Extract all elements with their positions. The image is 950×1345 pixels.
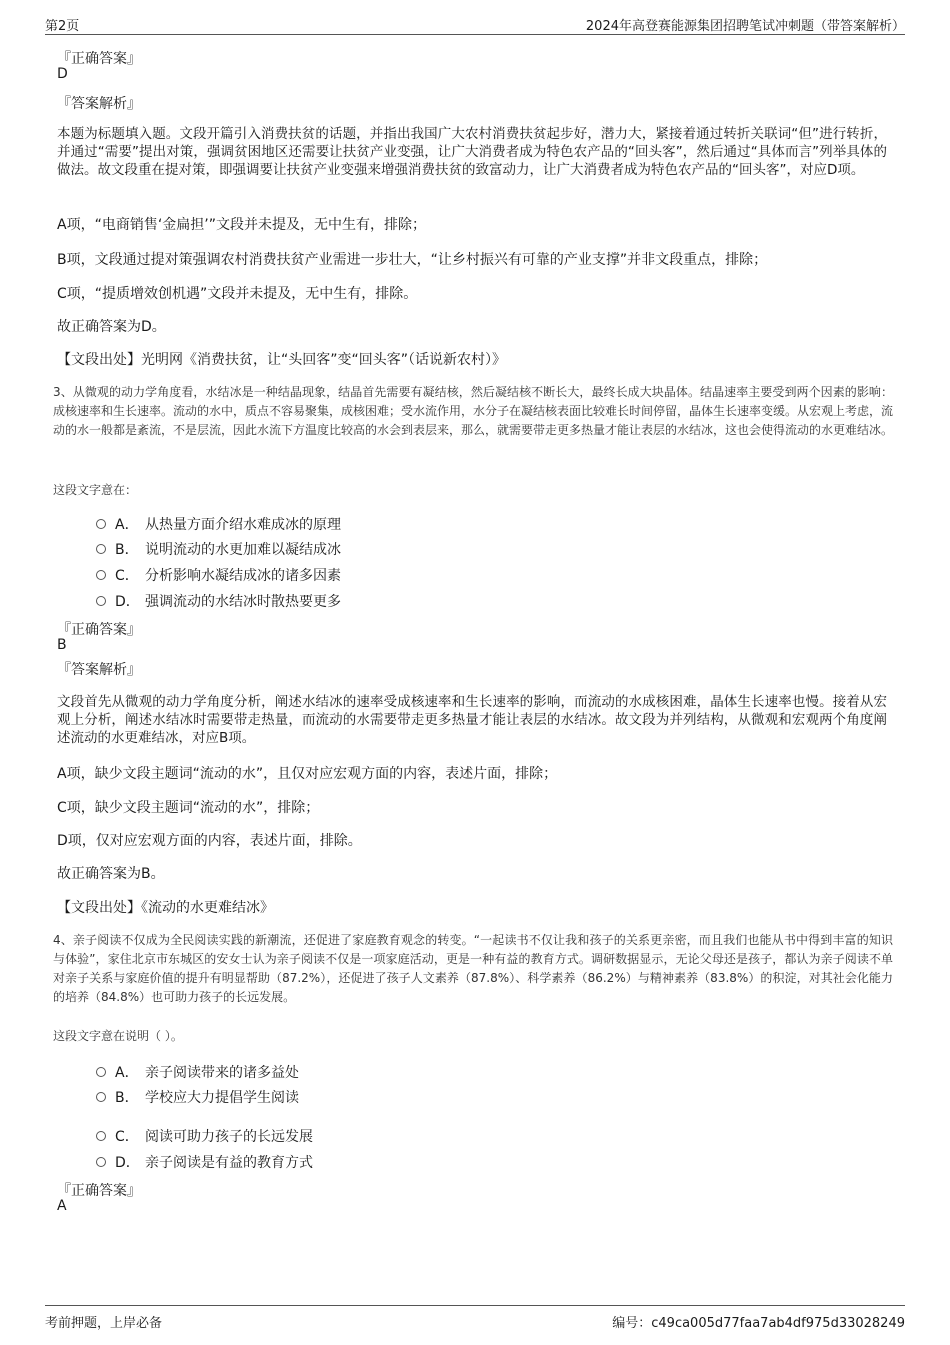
footer-slogan: 考前押题，上岸必备	[45, 1316, 163, 1331]
radio-icon[interactable]	[96, 1131, 106, 1141]
radio-icon[interactable]	[96, 1067, 106, 1077]
q4-option-c[interactable]: C． 阅读可助力孩子的长远发展	[96, 1126, 313, 1146]
q4-option-a[interactable]: A． 亲子阅读带来的诸多益处	[96, 1062, 299, 1082]
q3-option-d-analysis: D项，仅对应宏观方面的内容，表述片面，排除。	[57, 833, 362, 849]
radio-icon[interactable]	[96, 596, 106, 606]
q3-option-b[interactable]: B． 说明流动的水更加难以凝结成冰	[96, 539, 341, 559]
q4-answer: A	[57, 1198, 67, 1214]
page-footer	[45, 1305, 905, 1331]
q3-option-a[interactable]: A． 从热量方面介绍水难成冰的原理	[96, 514, 341, 534]
q3-source: 【文段出处】《流动的水更难结冰》	[57, 900, 274, 916]
q3-analysis-label: 『答案解析』	[57, 662, 141, 678]
q3-answer: B	[57, 637, 67, 653]
page-number: 第2页	[45, 19, 80, 34]
q2-source: 【文段出处】光明网《消费扶贫，让“头回客”变“回头客”（话说新农村）》	[57, 352, 507, 368]
q3-stem: 3、从微观的动力学角度看，水结冰是一种结晶现象，结晶首先需要有凝结核，然后凝结核不断长大，最终长成大块晶体。结晶速率主要受到两个因素的影响：成核速率和生长速率。流动的水中，质点不容易聚集，成核困难；受水流作用，水分子在凝结核表面比较难长时间停留，晶体生长速率变缓。从宏观上考虑，流动的水一般都是紊流，不是层流，因此水流下方温度比较高的水会到表层来，那么，就需要带走更多热量才能让表层的水结冰，这也会使得流动的水更难结冰。	[53, 385, 894, 437]
page-header	[45, 14, 905, 35]
q3-analysis: 文段首先从微观的动力学角度分析，阐述水结冰的速率受成核速率和生长速率的影响，而流动的水成核困难，晶体生长速率也慢。接着从宏观上分析，阐述水结冰时需要带走热量，而流动的水需要带走更多热量才能让表层的水结冰。故文段为并列结构，从微观和宏观两个角度阐述流动的水更难结冰，对应B项。	[57, 694, 887, 746]
q2-analysis-label: 『答案解析』	[57, 96, 141, 112]
q4-option-d[interactable]: D． 亲子阅读是有益的教育方式	[96, 1152, 313, 1172]
q3-option-d[interactable]: D． 强调流动的水结冰时散热要更多	[96, 591, 341, 611]
radio-icon[interactable]	[96, 1157, 106, 1167]
q2-option-b-analysis: B项，文段通过提对策强调农村消费扶贫产业需进一步壮大，“让乡村振兴有可靠的产业支撑”并非文段重点，排除；	[57, 252, 768, 268]
q3-option-c-analysis: C项，缺少文段主题词“流动的水”，排除；	[57, 800, 320, 816]
radio-icon[interactable]	[96, 519, 106, 529]
document-title: 2024年高登赛能源集团招聘笔试冲刺题（带答案解析）	[585, 19, 905, 34]
q2-analysis: 本题为标题填入题。文段开篇引入消费扶贫的话题，并指出我国广大农村消费扶贫起步好，潜力大，紧接着通过转折关联词“但”进行转折，并通过“需要”提出对策，强调贫困地区还需要让扶贫产业变强，让广大消费者成为特色农产品的“回头客”，然后通过“具体而言”列举具体的做法。故文段重在提对策，即强调要让扶贫产业变强来增强消费扶贫的致富动力，让广大消费者成为特色农产品的“回头客”，对应D项。	[57, 126, 887, 178]
radio-icon[interactable]	[96, 1092, 106, 1102]
q3-option-a-analysis: A项，缺少文段主题词“流动的水”，且仅对应宏观方面的内容，表述片面，排除；	[57, 766, 558, 782]
q3-answer-label: 『正确答案』	[57, 622, 141, 638]
q2-option-c-analysis: C项，“提质增效创机遇”文段并未提及，无中生有，排除。	[57, 286, 418, 302]
q3-prompt: 这段文字意在：	[53, 483, 138, 497]
q4-option-b[interactable]: B． 学校应大力提倡学生阅读	[96, 1087, 299, 1107]
q4-stem: 4、亲子阅读不仅成为全民阅读实践的新潮流，还促进了家庭教育观念的转变。“一起读书不仅让我和孩子的关系更亲密，而且我们也能从书中得到丰富的知识与体验”，家住北京市东城区的安女士认为亲子阅读不仅是一项家庭活动，更是一种有益的教育方式。调研数据显示，无论父母还是孩子，都认为亲子阅读不单对亲子关系与家庭价值的提升有明显帮助（87.2%），还促进了孩子人文素养（87.8%）、科学素养（86.2%）与精神素养（83.8%）的积淀，对其社会化能力的培养（84.8%）也可助力孩子的长远发展。	[53, 933, 893, 1004]
q4-prompt: 这段文字意在说明（ ）。	[53, 1029, 183, 1043]
radio-icon[interactable]	[96, 570, 106, 580]
q3-option-c[interactable]: C． 分析影响水凝结成冰的诸多因素	[96, 565, 341, 585]
q2-option-a-analysis: A项，“电商销售‘金扁担’”文段并未提及，无中生有，排除；	[57, 217, 426, 233]
document-code: 编号：c49ca005d77faa7ab4df975d33028249	[612, 1316, 905, 1331]
q3-conclusion: 故正确答案为B。	[57, 866, 165, 882]
q2-answer-label: 『正确答案』	[57, 51, 141, 67]
radio-icon[interactable]	[96, 544, 106, 554]
q2-conclusion: 故正确答案为D。	[57, 319, 166, 335]
q2-answer: D	[57, 66, 68, 82]
q4-answer-label: 『正确答案』	[57, 1183, 141, 1199]
